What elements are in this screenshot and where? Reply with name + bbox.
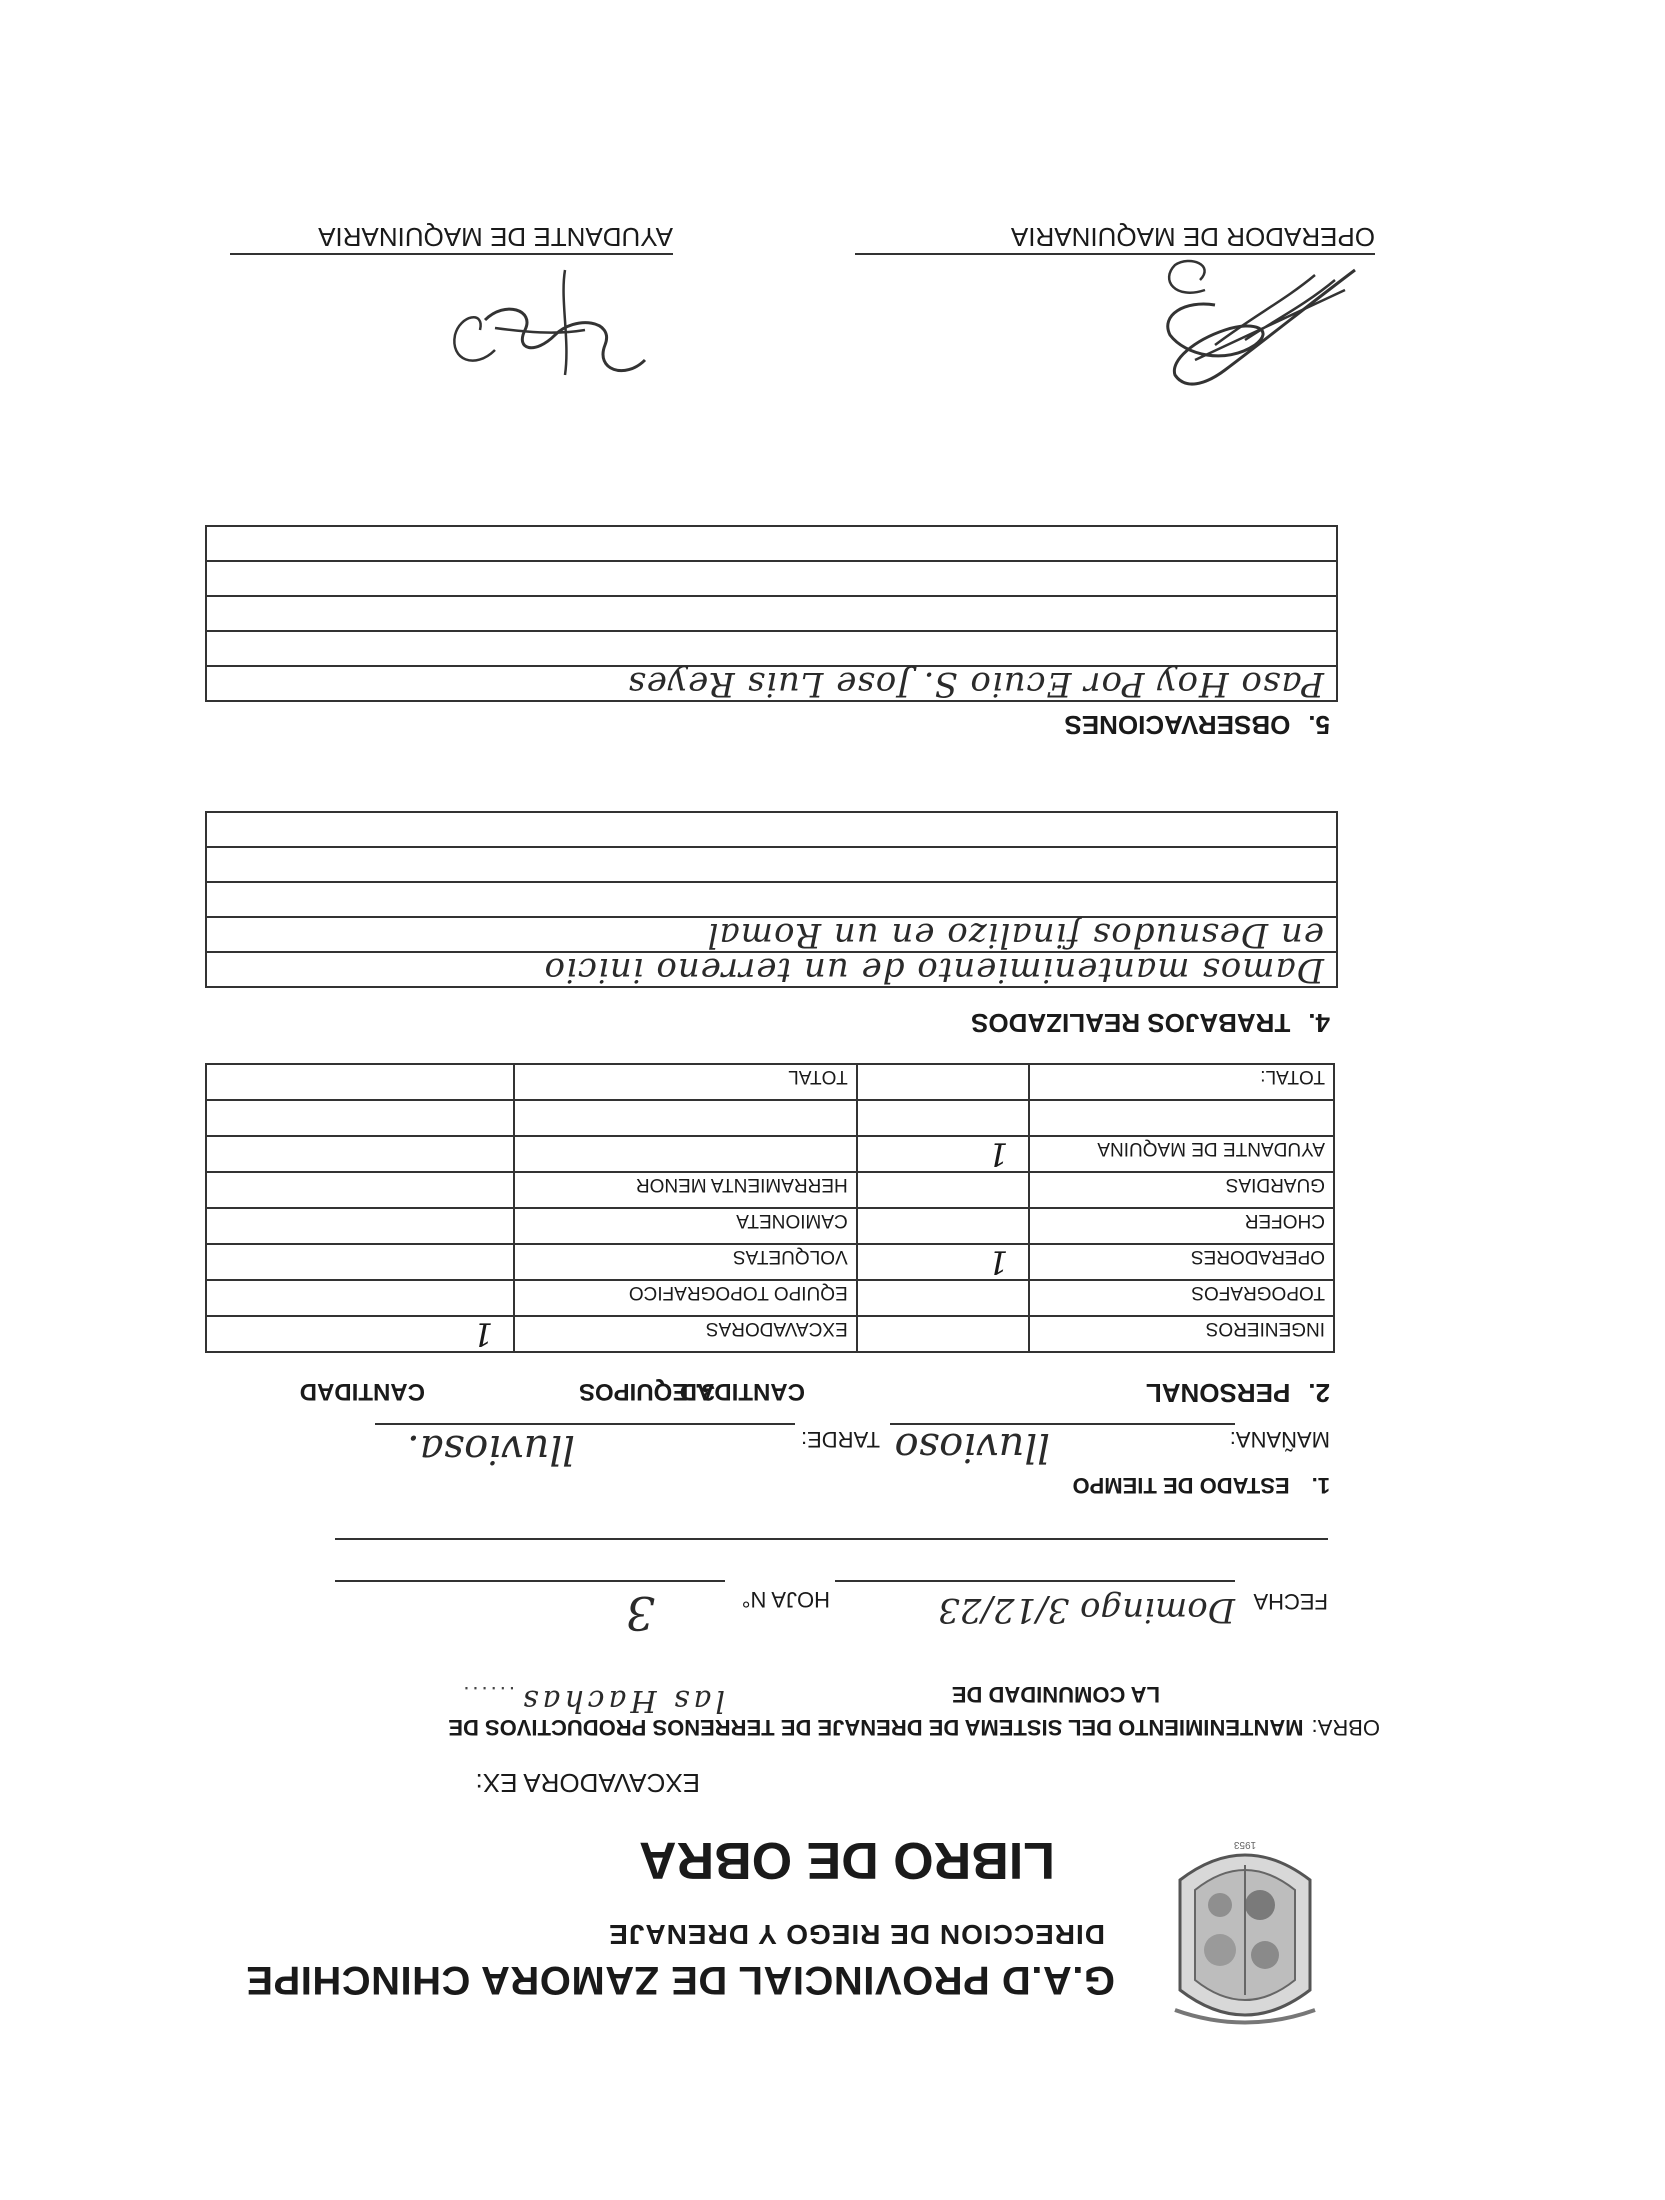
personal-cell: AYUDANTE DE MAQUINA [1029,1136,1334,1172]
personal-cell: GUARDIAS [1029,1172,1334,1208]
equipo-cantidad-cell: 1 [206,1316,514,1352]
comunidad-label: LA COMUNIDAD DE [951,1682,1160,1707]
hoja-label: HOJA N° [741,1587,830,1612]
tarde-label: TARDE: [800,1427,880,1452]
personal-cantidad-cell [857,1208,1030,1244]
handwritten-line [206,847,1337,882]
ayudante-signature-line [230,253,673,255]
personal-cantidad-cell: 1 [857,1136,1030,1172]
tarde-underline [375,1423,795,1425]
machine-label: EXCAVADORA EX: [475,1768,700,1798]
personal-cell: TOTAL: [1029,1064,1334,1100]
operador-label: OPERADOR DE MAQUINARIA [1010,222,1375,252]
ruled-line [206,882,1337,917]
equipo-cell: TOTAL [514,1064,857,1100]
ruled-line [206,631,1337,666]
equipo-cantidad-cell [206,1100,514,1136]
equipos-section-title: 3. EQUIPOS [578,1378,715,1405]
handwritten-line [206,561,1337,596]
personal-cantidad-cell [857,1316,1030,1352]
personal-cantidad-header: CANTIDAD [679,1378,805,1405]
table-row [206,1064,1334,1100]
ruled-line [206,561,1337,596]
ruled-line [206,596,1337,631]
equipo-cell: CAMIONETA [514,1208,857,1244]
handwritten-line [206,596,1337,631]
manana-label: MAÑANA: [1229,1427,1330,1452]
svg-text:1953: 1953 [1233,1839,1257,1850]
table-row [206,1208,1334,1244]
handwritten-line [206,882,1337,917]
ruled-line [206,526,1337,561]
department-title: DIRECCION DE RIEGO Y DRENAJE [608,1919,1105,1950]
obra-text: MANTENIMIENTO DEL SISTEMA DE DRENAJE DE TERRENOS PRODUCTIVOS DE [448,1715,1304,1740]
fecha-label: FECHA [1253,1589,1328,1614]
operador-signature [1145,250,1375,400]
handwritten-line: en Desnudos finalizo en un Romal [206,917,1337,952]
handwritten-line [206,812,1337,847]
personal-cell: CHOFER [1029,1208,1334,1244]
comunidad-value: las Hachas [519,1683,725,1718]
table-row [206,1316,1334,1352]
ruled-line [206,812,1337,847]
institution-title: G.A.D PROVINCIAL DE ZAMORA CHINCHIPE [245,1958,1115,2002]
equipo-cell [514,1136,857,1172]
fecha-value: Domingo 3/12/23 [938,1590,1235,1630]
handwritten-line [206,631,1337,666]
fecha-underline [835,1580,1235,1582]
ruled-line [206,847,1337,882]
ayudante-label: AYUDANTE DE MAQUINARIA [318,222,673,252]
manana-value: lluvioso [894,1424,1050,1470]
equipo-cell: VOLQUETAS [514,1244,857,1280]
table-row [206,1136,1334,1172]
obra-label: OBRA: [1311,1715,1380,1740]
equipos-cantidad-header: CANTIDAD [299,1378,425,1405]
hoja-value: 3 [625,1586,655,1640]
ayudante-signature [425,260,665,390]
ruled-line [206,666,1337,701]
ruled-line [206,952,1337,987]
header-divider [335,1538,1328,1540]
table-row [206,1172,1334,1208]
personal-equipos-table [205,1063,1335,1353]
trabajos-lines [205,811,1338,988]
equipo-cantidad-cell [206,1280,514,1316]
equipo-cell: HERRAMIENTA MENOR [514,1172,857,1208]
operador-signature-line [855,253,1375,255]
table-row [206,1280,1334,1316]
handwritten-line [206,526,1337,561]
equipo-cell: EXCAVADORAS [514,1316,857,1352]
equipo-cantidad-cell [206,1244,514,1280]
handwritten-line: Paso Hoy Por Ecuio S. Jose Luis Reyes [206,666,1337,701]
personal-cantidad-cell: 1 [857,1244,1030,1280]
tarde-value: lluviosa. [407,1426,575,1472]
ruled-line [206,917,1337,952]
personal-cantidad-cell [857,1064,1030,1100]
provincial-crest-logo [1170,1835,1320,2030]
personal-section-title: 2.PERSONAL [1145,1378,1330,1408]
table-row [206,1100,1334,1136]
handwritten-line: Damos mantenimiento de un terreno inicio [206,952,1337,987]
equipo-cell: EQUIPO TOPOGRAFICO [514,1280,857,1316]
table-row [206,1244,1334,1280]
observaciones-lines [205,525,1338,702]
personal-cell: TOPOGRAFOS [1029,1280,1334,1316]
observaciones-section-title: 5.OBSERVACIONES [1064,710,1330,740]
hoja-underline [335,1580,725,1582]
personal-cell [1029,1100,1334,1136]
personal-cantidad-cell [857,1100,1030,1136]
equipo-cantidad-cell [206,1208,514,1244]
personal-cell: OPERADORES [1029,1244,1334,1280]
manana-underline [890,1423,1235,1425]
personal-cantidad-cell [857,1172,1030,1208]
equipo-cantidad-cell [206,1172,514,1208]
trabajos-section-title: 4.TRABAJOS REALIZADOS [971,1008,1330,1038]
equipo-cantidad-cell [206,1136,514,1172]
personal-cell: INGENIEROS [1029,1316,1334,1352]
personal-cantidad-cell [857,1280,1030,1316]
equipo-cell [514,1100,857,1136]
comunidad-dots: ...... [460,1682,515,1707]
weather-section-title: 1.ESTADO DE TIEMPO [1072,1473,1330,1498]
equipo-cantidad-cell [206,1064,514,1100]
book-title: LIBRO DE OBRA [639,1831,1055,1889]
